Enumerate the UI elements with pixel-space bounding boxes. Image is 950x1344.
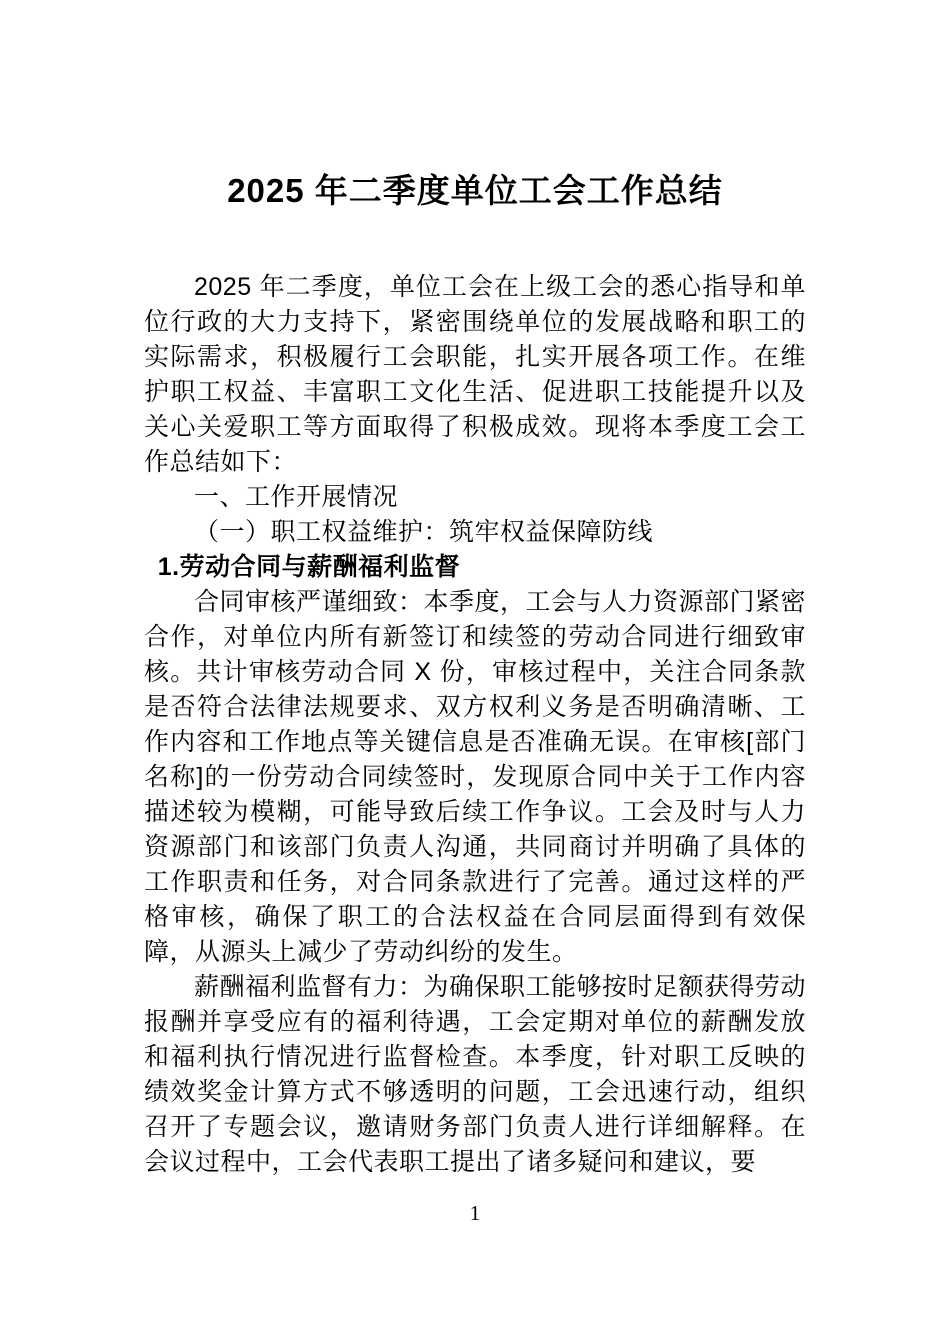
section-heading-level2: （一）职工权益维护：筑牢权益保障防线 — [194, 518, 654, 546]
paragraph-salary-welfare: 薪酬福利监督有力：为确保职工能够按时足额获得劳动报酬并享受应有的福利待遇，工会定期对单位的薪酬发放和福利执行情况进行监督检查。本季度，针对职工反映的绩效奖金计算方式不够透明的问题，工会迅速行动，组织召开了专题会议，邀请财务部门负责人进行详细解释。在会议过程中，工会代表职工提出了诸多疑问和建议，要 — [144, 973, 807, 1176]
paragraph-intro: 2025 年二季度，单位工会在上级工会的悉心指导和单位行政的大力支持下，紧密围绕单位的发展战略和职工的实际需求，积极履行工会职能，扎实开展各项工作。在维护职工权益、丰富职工文化生活、促进职工技能提升以及关心关爱职工等方面取得了积极成效。现将本季度工会工作总结如下： — [144, 273, 806, 476]
section-heading-level1: 一、工作开展情况 — [194, 483, 399, 511]
paragraph-contract-review: 合同审核严谨细致：本季度，工会与人力资源部门紧密合作，对单位内所有新签订和续签的劳动合同进行细致审核。共计审核劳动合同 X 份，审核过程中，关注合同条款是否符合法律法规要求、双方权利义务是否明确清晰、工作内容和工作地点等关键信息是否准确无误。在审核[部门名称]的一份劳动合同续签时，发现原合同中关于工作内容描述较为模糊，可能导致后续工作争议。工会及时与人力资源部门和该部门负责人沟通，共同商讨并明确了具体的工作职责和任务，对合同条款进行了完善。通过这样的严格审核，确保了职工的合法权益在合同层面得到有效保障，从源头上减少了劳动纠纷的发生。 — [144, 588, 807, 966]
page-number: 1 — [469, 1201, 481, 1225]
document-title: 2025 年二季度单位工会工作总结 — [227, 172, 723, 209]
section-heading-level3-bold: 1.劳动合同与薪酬福利监督 — [157, 553, 461, 581]
